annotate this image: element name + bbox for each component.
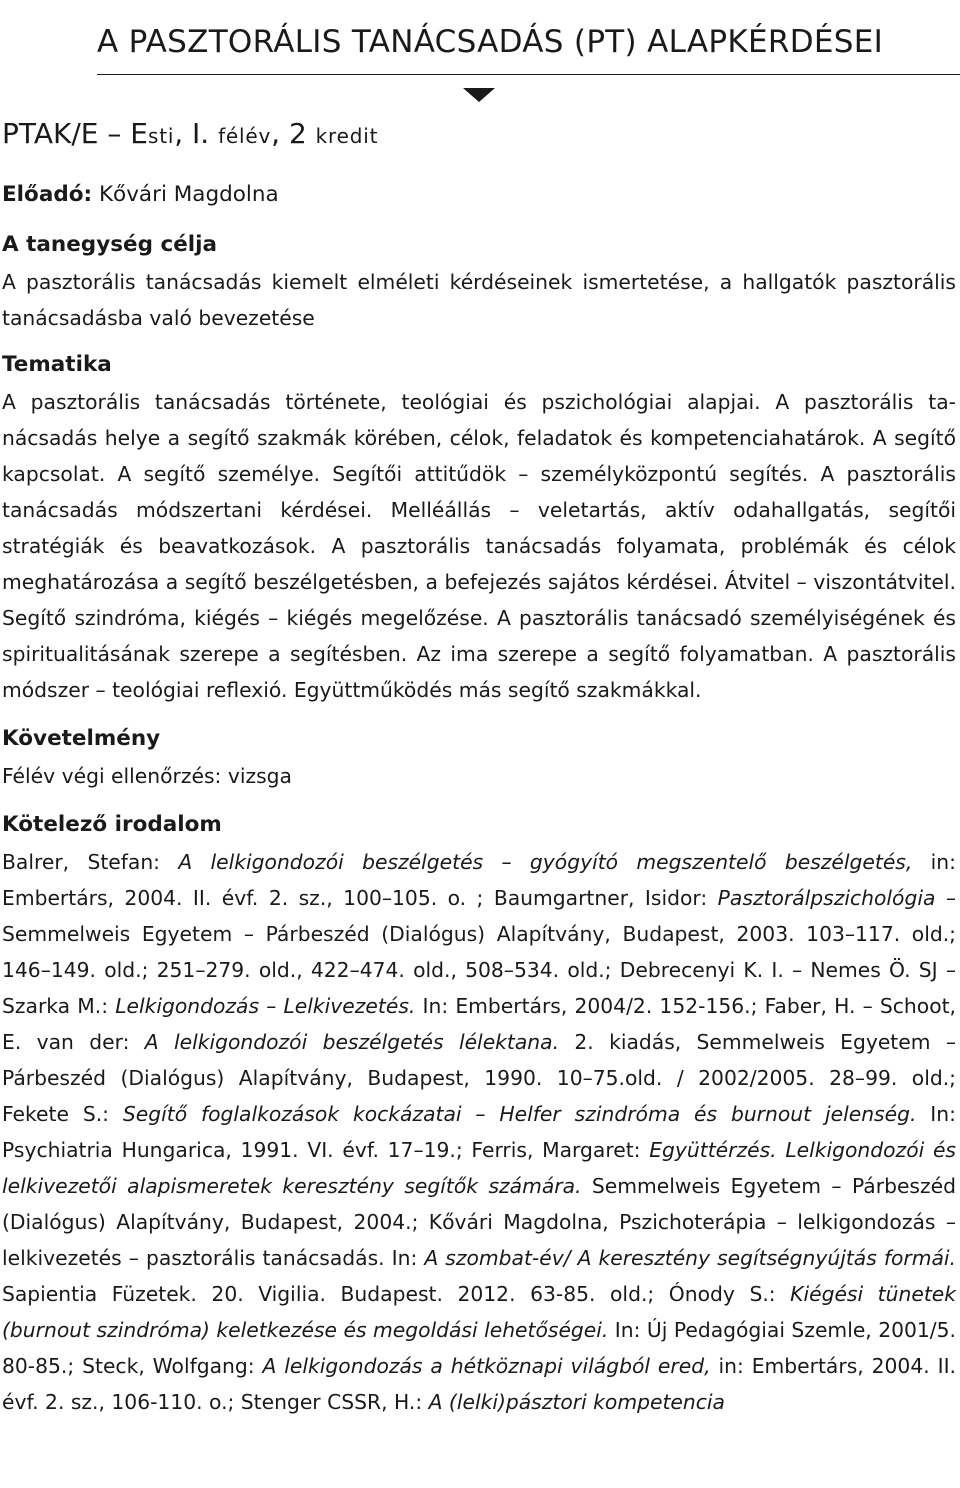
citation-text: 2. kiadás, Semmelweis Egyetem – Párbeszéd (Dialógus) Alapítvány, Budapest, 1990. 10–75.old. / 2002/2005. 28–99. old.; Fekete S.: [2,1030,956,1126]
literature-heading: Kötelező irodalom [2,812,222,837]
course-credit-word: kredit [315,124,379,148]
citation-text: Semmelweis Egyetem – Párbeszéd (Dialógus) Alapítvány, Budapest, 2004.; Kővári Magdolna, Pszichoterápia – lelkigondozás – lelkivezetés – pasztorális tanácsadás. In: [2,1174,956,1270]
course-separator: , [271,117,289,150]
citation-title: Pasztorálpszichológia [717,886,936,910]
citation-title: A lelkigondozás a hétköznapi világból ered, [262,1354,711,1378]
course-meta [2,117,378,151]
citation-text: In: Új Pedagógiai Szemle, 2001/5. 80-85.; Steck, Wolfgang: [2,1318,956,1378]
course-semester-word: félév [218,124,272,148]
citation-title: Segítő foglalkozások kockázatai – Helfer szindróma és burnout jelenség. [122,1102,917,1126]
citation-title: A lelkigondozói beszélgetés lélektana. [144,1030,560,1054]
topics-text: A pasztorális tanácsadás története, teológiai és pszichológiai alapjai. A pasztorális tanácsadás helye a segítő szakmák körében, célok, feladatok és kompetenciahatárok. A segítő kapcsolat. A segítő személye. Segítői attitűdök – személyközpontú segítés. A pasztorális tanácsadás módszertani kérdései. Melléállás – veletartás, aktív odahallgatás, segítői stratégiák és beavatkozások. A pasztorális tanácsadás folyamata, problémák és célok meghatározása a segítő beszélgetésben, a befejezés sajátos kérdései. Átvitel – viszontátvitel. Segítő szindróma, kiégés – kiégés megelőzése. A pasztorális tanácsadó személyiségének és spiritualitásának szerepe a segítésben. Az ima szerepe a segítő folyamatban. A pasztorális módszer – teológiai reflexió. Együttműködés más segítő szakmákkal. [2,390,956,702]
citation-title: A (lelki)pásztori kompetencia [428,1390,725,1414]
aim-heading: A tanegység célja [2,232,218,257]
citation-text: in: Embertárs, 2004. II. évf. 2. sz., 100–105. o. ; Baumgartner, Isidor: [2,850,956,910]
course-semester-number: I. [192,117,219,150]
citation-title: A szombat-év/ A keresztény segítségnyújtás formái. [424,1246,956,1270]
citation-text: Sapientia Füzetek. 20. Vigilia. Budapest. 2012. 63-85. old.; Ónody S.: [2,1282,791,1306]
citation-title: Lelkigondozás – Lelkivezetés. [115,994,416,1018]
citation-title: Együttérzés. Lelkigondozói és lelkivezetői alapismeretek keresztény segítők számára. [2,1138,956,1198]
citation-text: Balrer, Stefan: [2,850,179,874]
page-title: A PASZTORÁLIS TANÁCSADÁS (PT) ALAPKÉRDÉSEI [97,24,884,60]
course-code-dash: – [98,117,131,150]
course-separator: , [174,117,193,150]
course-code: PTAK/E [2,117,99,150]
citation-title: Kiégési tünetek (burnout szindróma) keletkezése és megoldási lehetőségei. [2,1282,956,1342]
citation-text: in: Embertárs, 2004. II. évf. 2. sz., 106-110. o.; Stenger CSSR, H.: [2,1354,956,1414]
lecturer-name: Kővári Magdolna [98,182,279,207]
requirement-text: Félév végi ellenőrzés: vizsga [2,764,292,788]
document-body [2,176,956,1420]
topics-heading: Tematika [2,352,112,377]
citation-text: – Semmelweis Egyetem – Párbeszéd (Dialógus) Alapítvány, Budapest, 2003. 103–117. old.; 146–149. old.; 251–279. old., 422–474. old., 508–534. old.; Debrecenyi K. I. – Nemes Ö. SJ – Szarka M.: [2,886,956,1018]
requirement-heading: Követelmény [2,726,161,751]
literature-text [2,844,956,1420]
course-term-initial: E [130,117,148,150]
course-credit-number: 2 [288,117,316,150]
citation-text: In: Psychiatria Hungarica, 1991. VI. évf. 17–19.; Ferris, Margaret: [2,1102,956,1162]
lecturer-label: Előadó: [2,182,93,207]
title-rule [97,74,960,75]
citation-title: A lelkigondozói beszélgetés – gyógyító megszentelő beszélgetés, [178,850,913,874]
lecturer-line [2,176,956,214]
citation-text: In: Embertárs, 2004/2. 152-156.; Faber, H. – Schoot, E. van der: [2,994,956,1054]
aim-text: A pasztorális tanácsadás kiemelt elméleti kérdéseinek ismertetése, a hallgatók pasztorális tanácsadásba való bevezetése [2,270,956,330]
triangle-marker-icon [463,88,495,102]
course-term-rest: sti [147,124,175,148]
